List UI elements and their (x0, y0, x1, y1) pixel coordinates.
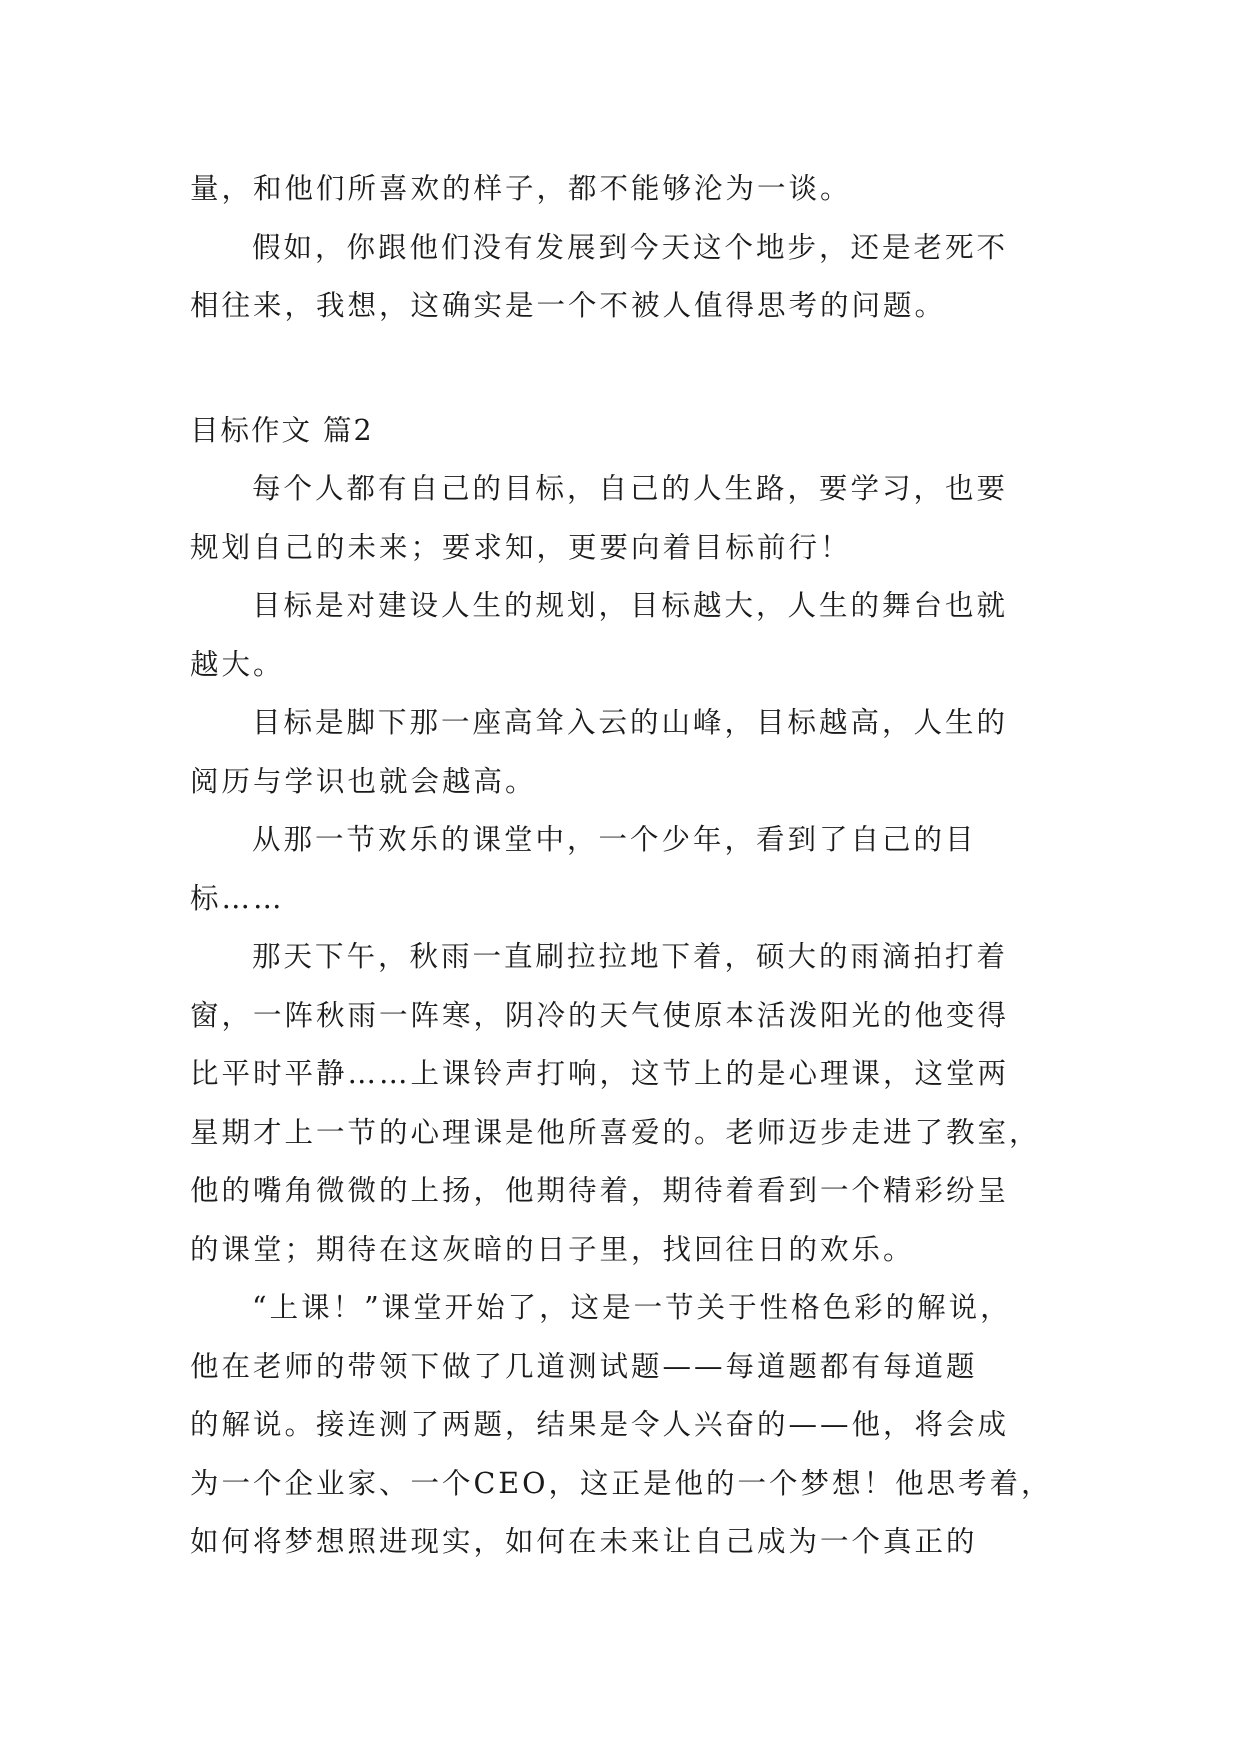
document-body (190, 160, 1052, 1572)
paragraph-line: 的解说。接连测了两题，结果是令人兴奋的——他，将会成 (190, 1408, 1010, 1441)
paragraph-line: 目标是脚下那一座高耸入云的山峰，目标越高，人生的 (252, 706, 1009, 739)
paragraph-line: 他在老师的带领下做了几道测试题——每道题都有每道题 (190, 1349, 978, 1383)
paragraph-line: 比平时平静……上课铃声打响，这节上的是心理课，这堂两 (190, 1057, 1010, 1090)
paragraph-line: 窗，一阵秋雨一阵寒，阴冷的天气使原本活泼阳光的他变得 (190, 998, 1010, 1032)
section-title: 目标作文 篇2 (190, 413, 374, 447)
paragraph-line: 他的嘴角微微的上扬，他期待着，期待着看到一个精彩纷呈 (190, 1174, 1010, 1207)
paragraph-line: 那天下午，秋雨一直刷拉拉地下着，硕大的雨滴拍打着 (252, 940, 1009, 973)
section-gap (190, 336, 1052, 402)
paragraph-line: 每个人都有自己的目标，自己的人生路，要学习，也要 (252, 472, 1009, 505)
paragraph-line: 的课堂；期待在这灰暗的日子里，找回往日的欢乐。 (190, 1232, 915, 1266)
paragraph-line: 标…… (190, 881, 285, 915)
paragraph-line: 规划自己的未来；要求知，更要向着目标前行！ (190, 530, 852, 564)
paragraph-line: 阅历与学识也就会越高。 (190, 764, 537, 798)
paragraph-line: 为一个企业家、一个CEO，这正是他的一个梦想！他思考着， (190, 1466, 1053, 1500)
paragraph-line: 相往来，我想，这确实是一个不被人值得思考的问题。 (190, 289, 947, 322)
paragraph-line: 假如，你跟他们没有发展到今天这个地步，还是老死不 (252, 230, 1009, 264)
paragraph-line: 从那一节欢乐的课堂中，一个少年，看到了自己的目 (252, 823, 977, 856)
paragraph-line: “上课！”课堂开始了，这是一节关于性格色彩的解说， (252, 1291, 1012, 1324)
paragraph-line: 越大。 (190, 647, 285, 681)
paragraph-line: 如何将梦想照进现实，如何在未来让自己成为一个真正的 (190, 1525, 978, 1558)
paragraph-line: 目标是对建设人生的规划，目标越大，人生的舞台也就 (252, 589, 1009, 622)
paragraph-line: 星期才上一节的心理课是他所喜爱的。老师迈步走进了教室， (190, 1115, 1041, 1149)
paragraph-line: 量，和他们所喜欢的样子，都不能够沦为一谈。 (190, 172, 852, 205)
